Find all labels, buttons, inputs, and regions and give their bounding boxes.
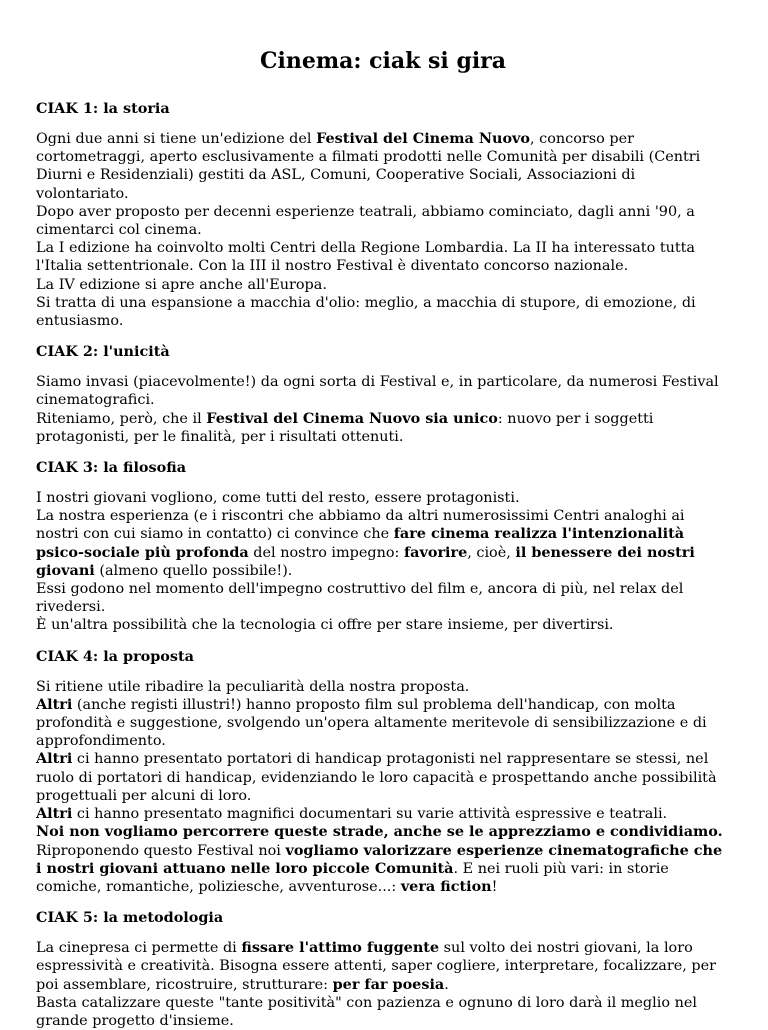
paragraph-line — [36, 489, 730, 507]
section-heading: CIAK 3: la filosofia — [36, 459, 187, 477]
section-heading: CIAK 2: l'unicità — [36, 343, 170, 361]
text-run: . E nei ruoli più vari: in storie comiche, romantiche, poliziesche, avventurose...: — [36, 860, 669, 895]
text-run: ci hanno presentato portatori di handicap protagonisti nel rappresentare se stessi, nel ruolo di portatori di handicap, evidenziando le loro capacità e prospettando anche possibilità progettuali per alcuni di loro. — [36, 751, 717, 804]
section-1 — [36, 99, 730, 330]
text-run: Dopo aver proposto per decenni esperienze teatrali, abbiamo cominciato, dagli anni '90, a cimentarci col cinema. — [36, 203, 695, 239]
bold-text: fissare l'attimo fuggente — [241, 939, 440, 957]
paragraph-line — [36, 939, 730, 994]
paragraph-line — [36, 842, 730, 897]
text-run: sul volto dei nostri giovani, la loro espressività e creatività. Bisogna essere attenti, saper cogliere, interpretare, focalizzare, per poi assemblare, ricostruire, strutturare: — [36, 940, 717, 993]
bold-text: Noi non vogliamo percorrere queste strade, anche se le apprezziamo e condividiamo. — [36, 823, 723, 841]
text-run: del nostro impegno: — [248, 544, 404, 561]
text-run: Si tratta di una espansione a macchia d'olio: meglio, a macchia di stupore, di emozione, di entusiasmo. — [36, 294, 696, 330]
section-body — [36, 489, 730, 635]
page-title: Cinema: ciak si gira — [259, 48, 507, 74]
section-3 — [36, 458, 730, 635]
paragraph-line — [36, 696, 730, 751]
text-run: La I edizione ha coinvolto molti Centri della Regione Lombardia. La II ha interessato tutta l'Italia settentrionale. Con la III il nostro Festival è diventato concorso nazionale. — [36, 240, 696, 275]
bold-text: fare cinema realizza l'intenzionalità psico-sociale più profonda — [36, 525, 685, 561]
paragraph-line — [36, 750, 730, 805]
paragraph-line — [36, 805, 730, 823]
text-run: , concorso per cortometraggi, aperto esclusivamente a filmati prodotti nelle Comunità per disabili (Centri Diurni e Residenziali) gestiti da ASL, Comuni, Cooperative Sociali, Associazioni di volontariato. — [36, 131, 701, 202]
section-heading: CIAK 5: la metodologia — [36, 909, 224, 927]
text-run: I nostri giovani vogliono, come tutti del resto, essere protagonisti. — [36, 490, 520, 507]
text-run: Siamo invasi (piacevolmente!) da ogni sorta di Festival e, in particolare, da numerosi Festival cinematografici. — [36, 374, 719, 409]
section-heading: CIAK 4: la proposta — [36, 647, 194, 665]
section-heading: CIAK 1: la storia — [36, 100, 170, 117]
bold-text: Altri — [36, 805, 73, 823]
paragraph-line — [36, 239, 730, 275]
text-run: , cioè, — [467, 544, 516, 561]
text-run: Si ritiene utile ribadire la peculiarità della nostra proposta. — [36, 678, 470, 695]
text-run: La IV edizione si apre anche all'Europa. — [36, 276, 327, 293]
paragraph-line — [36, 203, 730, 239]
section-body — [36, 939, 730, 1030]
text-run: ci hanno presentato magnifici documentari su varie attività espressive e teatrali. — [72, 806, 668, 823]
paragraph-line — [36, 373, 730, 409]
text-run: (almeno quello possibile!). — [94, 562, 293, 579]
section-body — [36, 373, 730, 446]
text-run: La cinepresa ci permette di — [36, 940, 242, 957]
paragraph-line — [36, 616, 730, 634]
paragraph-line — [36, 580, 730, 616]
bold-text: il benessere dei nostri giovani — [36, 543, 695, 579]
paragraph-line — [36, 507, 730, 580]
section-5 — [36, 908, 730, 1030]
paragraph-line — [36, 994, 730, 1030]
paragraph-line — [36, 130, 730, 203]
section-body — [36, 678, 730, 896]
paragraph-line — [36, 276, 730, 294]
text-run: Essi godono nel momento dell'impegno costruttivo del film e, ancora di più, nel relax del rivedersi. — [36, 581, 684, 616]
text-run: (anche registi illustri!) hanno proposto film sul problema dell'handicap, con molta profondità e suggestione, svolgendo un'opera altamente meritevole di sensibilizzazione e di approfondimento. — [36, 696, 707, 750]
text-run: Basta catalizzare queste "tante positività" con pazienza e ognuno di loro darà il meglio nel grande progetto d'insieme. — [36, 994, 697, 1029]
bold-text: Altri — [36, 695, 73, 713]
bold-text: vera fiction — [400, 877, 492, 895]
paragraph-line — [36, 823, 730, 841]
section-2 — [36, 342, 730, 446]
text-run: La nostra esperienza (e i riscontri che abbiamo da altri numerosissimi Centri analoghi ai nostri con cui siamo in contatto) ci convince che — [36, 508, 685, 543]
sections-container — [36, 99, 730, 1030]
text-run: Riteniamo, però, che il — [36, 410, 207, 427]
section-4 — [36, 647, 730, 896]
text-run: : nuovo per i soggetti protagonisti, per le finalità, per i risultati ottenuti. — [36, 410, 654, 445]
paragraph-line — [36, 678, 730, 696]
text-run: . — [444, 976, 449, 993]
text-run: Riproponendo questo Festival noi — [36, 842, 286, 859]
bold-text: Festival del Cinema Nuovo sia unico — [206, 409, 498, 427]
bold-text: vogliamo valorizzare esperienze cinematografiche che i nostri giovani attuano nelle loro piccole Comunità — [36, 841, 723, 877]
text-run: ! — [491, 878, 498, 895]
bold-text: Festival del Cinema Nuovo — [316, 130, 531, 147]
bold-text: per far poesia — [332, 975, 445, 993]
text-run: Ogni due anni si tiene un'edizione del — [36, 131, 317, 147]
section-body — [36, 130, 730, 330]
bold-text: favorire — [403, 543, 468, 561]
paragraph-line — [36, 294, 730, 330]
text-run: È un'altra possibilità che la tecnologia ci offre per stare insieme, per divertirsi. — [36, 617, 614, 634]
paragraph-line — [36, 410, 730, 446]
bold-text: Altri — [36, 750, 73, 768]
